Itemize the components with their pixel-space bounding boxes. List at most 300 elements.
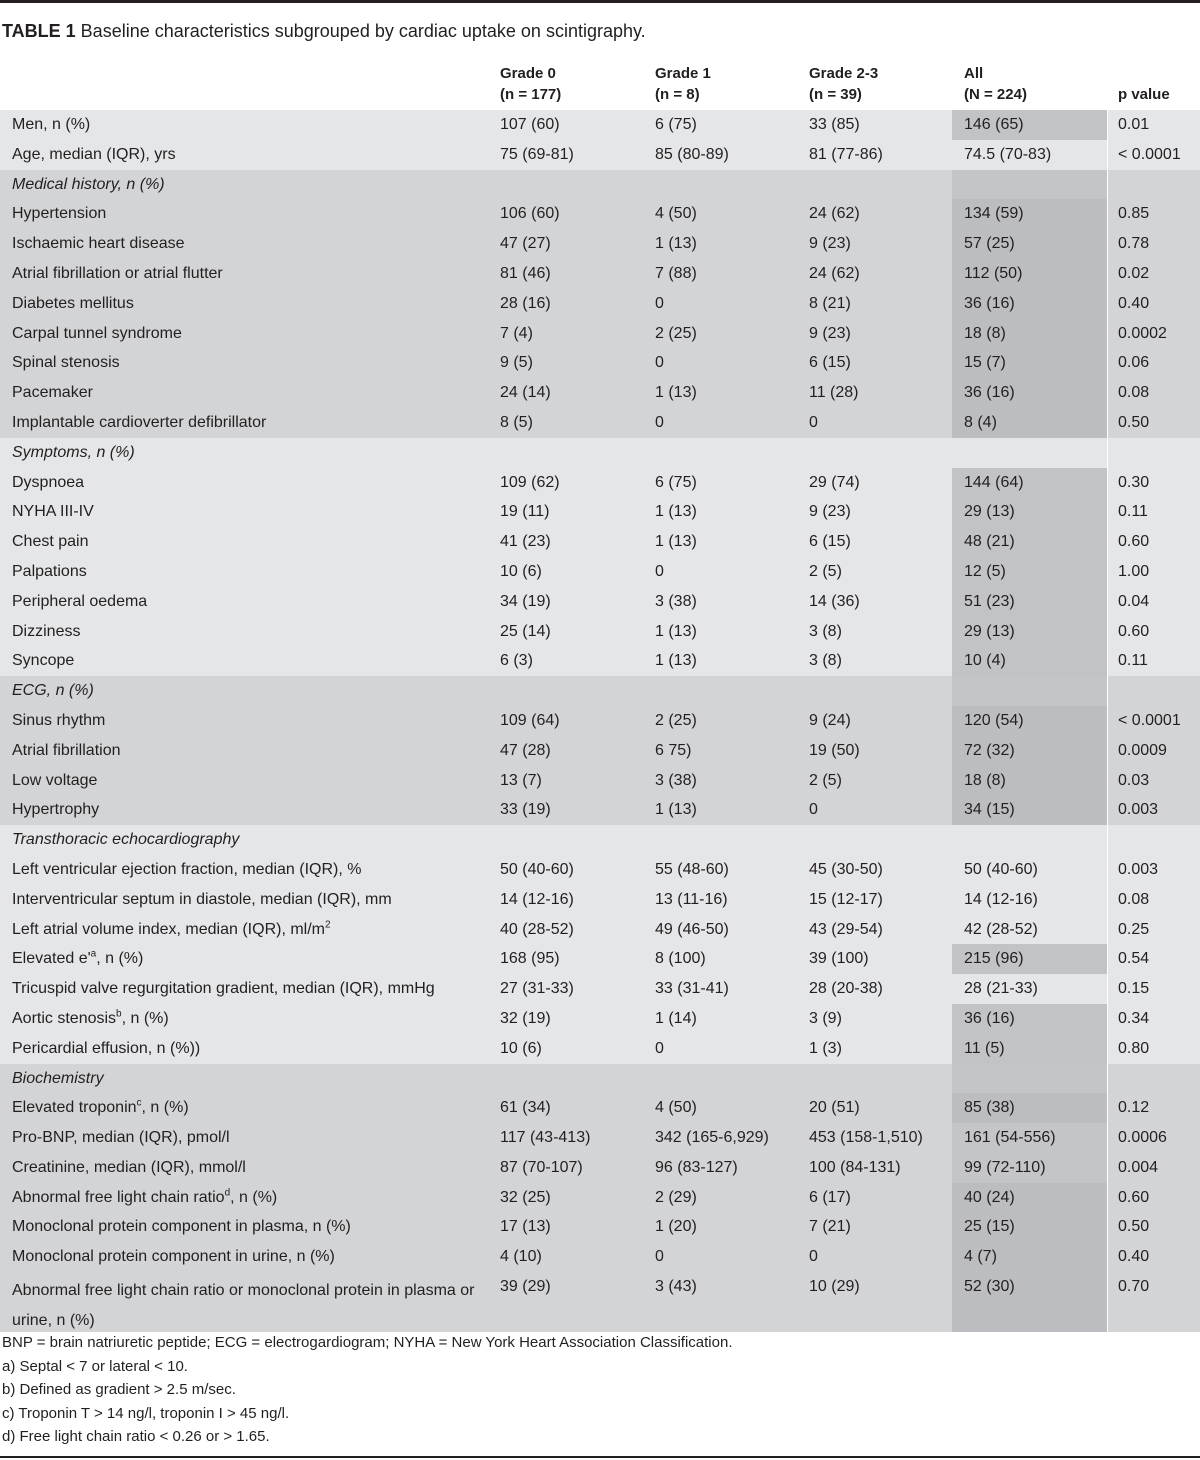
row-label-text: Syncope bbox=[12, 652, 75, 670]
section-row bbox=[0, 1064, 1200, 1094]
grade1-value: 1 (13) bbox=[655, 622, 697, 640]
row-label-text: Sinus rhythm bbox=[12, 711, 106, 729]
row-label bbox=[12, 408, 482, 438]
grade1-value: 342 (165-6,929) bbox=[655, 1129, 769, 1147]
row-label bbox=[12, 1272, 482, 1336]
all-cell bbox=[952, 140, 1107, 170]
section-heading: Symptoms, n (%) bbox=[12, 443, 135, 461]
p-value: 0.0006 bbox=[1118, 1129, 1167, 1147]
header-all bbox=[964, 63, 1027, 105]
all-value: 14 (12-16) bbox=[964, 890, 1038, 908]
grade1-value: 6 (75) bbox=[655, 473, 697, 491]
all-value: 15 (7) bbox=[964, 354, 1006, 372]
table-row bbox=[0, 140, 1200, 170]
grade23-value: 453 (158-1,510) bbox=[809, 1129, 923, 1147]
table-row bbox=[0, 915, 1200, 945]
section-row bbox=[0, 825, 1200, 855]
row-label-text: Tricuspid valve regurgitation gradient, median (IQR), mmHg bbox=[12, 980, 435, 998]
row-label-text: Dizziness bbox=[12, 622, 81, 640]
grade1-value: 3 (38) bbox=[655, 771, 697, 789]
table-row bbox=[0, 855, 1200, 885]
all-value: 12 (5) bbox=[964, 562, 1006, 580]
all-cell bbox=[952, 527, 1107, 557]
grade23-value: 28 (20-38) bbox=[809, 980, 883, 998]
grade1-value: 49 (46-50) bbox=[655, 920, 729, 938]
p-value: 0.54 bbox=[1118, 950, 1150, 968]
all-cell bbox=[952, 468, 1107, 498]
p-value: 0.003 bbox=[1118, 860, 1159, 878]
grade0-value: 13 (7) bbox=[500, 771, 542, 789]
grade23-value: 10 (29) bbox=[809, 1278, 860, 1296]
grade23-value: 24 (62) bbox=[809, 205, 860, 223]
grade0-value: 81 (46) bbox=[500, 264, 551, 282]
p-value: < 0.0001 bbox=[1118, 145, 1181, 163]
header-all-line1: All bbox=[964, 65, 984, 82]
p-value: 0.08 bbox=[1118, 384, 1150, 402]
row-label-text: Creatinine, median (IQR), mmol/l bbox=[12, 1158, 246, 1176]
column-divider bbox=[1107, 944, 1108, 974]
p-value: 0.60 bbox=[1118, 622, 1150, 640]
header-grade0-line2: (n = 177) bbox=[500, 86, 562, 103]
column-divider bbox=[1107, 468, 1108, 498]
row-label-text: Age, median (IQR), yrs bbox=[12, 145, 176, 163]
row-label bbox=[12, 1123, 482, 1153]
all-value: 48 (21) bbox=[964, 533, 1015, 551]
grade23-value: 3 (8) bbox=[809, 652, 842, 670]
all-cell bbox=[952, 915, 1107, 945]
section-row bbox=[0, 170, 1200, 200]
grade1-value: 1 (13) bbox=[655, 533, 697, 551]
grade0-value: 27 (31-33) bbox=[500, 980, 574, 998]
header-grade23-line1: Grade 2-3 bbox=[809, 65, 879, 82]
all-cell bbox=[952, 497, 1107, 527]
row-label-text: Peripheral oedema bbox=[12, 592, 148, 610]
grade0-value: 50 (40-60) bbox=[500, 860, 574, 878]
all-cell bbox=[952, 259, 1107, 289]
grade1-value: 33 (31-41) bbox=[655, 980, 729, 998]
grade23-value: 9 (24) bbox=[809, 711, 851, 729]
all-value: 144 (64) bbox=[964, 473, 1024, 491]
column-divider bbox=[1107, 199, 1108, 229]
row-label bbox=[12, 527, 482, 557]
row-label bbox=[12, 497, 482, 527]
grade23-value: 39 (100) bbox=[809, 950, 869, 968]
row-label-tail: , n (%) bbox=[121, 1009, 169, 1027]
row-label bbox=[12, 766, 482, 796]
all-cell bbox=[952, 319, 1107, 349]
all-cell bbox=[952, 795, 1107, 825]
grade0-value: 47 (28) bbox=[500, 741, 551, 759]
table-row bbox=[0, 289, 1200, 319]
table-row bbox=[0, 646, 1200, 676]
row-label-text: Carpal tunnel syndrome bbox=[12, 324, 182, 342]
table-row bbox=[0, 527, 1200, 557]
grade23-value: 15 (12-17) bbox=[809, 890, 883, 908]
column-divider bbox=[1107, 1272, 1108, 1332]
row-label-text: Monoclonal protein component in plasma, n (%) bbox=[12, 1218, 351, 1236]
column-divider bbox=[1107, 646, 1108, 676]
all-cell bbox=[952, 855, 1107, 885]
row-label bbox=[12, 110, 482, 140]
grade0-value: 61 (34) bbox=[500, 1099, 551, 1117]
row-label-text: Elevated e' bbox=[12, 950, 91, 968]
p-value: 0.0009 bbox=[1118, 741, 1167, 759]
grade23-value: 43 (29-54) bbox=[809, 920, 883, 938]
grade1-value: 0 bbox=[655, 413, 664, 431]
grade0-value: 7 (4) bbox=[500, 324, 533, 342]
row-label bbox=[12, 259, 482, 289]
grade0-value: 47 (27) bbox=[500, 235, 551, 253]
all-cell bbox=[952, 1212, 1107, 1242]
section-heading: Medical history, n (%) bbox=[12, 175, 165, 193]
grade1-value: 3 (43) bbox=[655, 1278, 697, 1296]
grade23-value: 6 (15) bbox=[809, 354, 851, 372]
table-row bbox=[0, 199, 1200, 229]
footnote: BNP = brain natriuretic peptide; ECG = electrogardiogram; NYHA = New York Heart Association Classification. bbox=[2, 1334, 733, 1351]
column-divider bbox=[1107, 1212, 1108, 1242]
row-label-text: Atrial fibrillation bbox=[12, 741, 121, 759]
p-value: 0.11 bbox=[1118, 652, 1148, 670]
grade1-value: 1 (20) bbox=[655, 1218, 697, 1236]
grade0-value: 75 (69-81) bbox=[500, 145, 574, 163]
row-label-text: Atrial fibrillation or atrial flutter bbox=[12, 264, 223, 282]
grade23-value: 29 (74) bbox=[809, 473, 860, 491]
table-row bbox=[0, 497, 1200, 527]
column-divider bbox=[1107, 289, 1108, 319]
column-divider bbox=[1107, 170, 1108, 200]
table-row bbox=[0, 1153, 1200, 1183]
all-cell bbox=[952, 1242, 1107, 1272]
column-divider bbox=[1107, 1064, 1108, 1094]
all-value: 112 (50) bbox=[964, 264, 1023, 282]
grade0-value: 17 (13) bbox=[500, 1218, 551, 1236]
all-value: 40 (24) bbox=[964, 1188, 1015, 1206]
p-value: 0.06 bbox=[1118, 354, 1150, 372]
column-divider bbox=[1107, 408, 1108, 438]
column-divider bbox=[1107, 378, 1108, 408]
row-label bbox=[12, 1212, 482, 1242]
grade0-value: 14 (12-16) bbox=[500, 890, 574, 908]
header-all-line2: (N = 224) bbox=[964, 86, 1027, 103]
column-divider bbox=[1107, 348, 1108, 378]
column-divider bbox=[1107, 915, 1108, 945]
column-divider bbox=[1107, 825, 1108, 855]
all-value: 52 (30) bbox=[964, 1278, 1015, 1296]
row-label-text: Diabetes mellitus bbox=[12, 294, 134, 312]
p-value: 0.003 bbox=[1118, 801, 1159, 819]
column-divider bbox=[1107, 676, 1108, 706]
grade23-value: 6 (17) bbox=[809, 1188, 851, 1206]
row-label-text: Low voltage bbox=[12, 771, 98, 789]
grade23-value: 100 (84-131) bbox=[809, 1158, 901, 1176]
header-grade0-line1: Grade 0 bbox=[500, 65, 556, 82]
p-value: 0.40 bbox=[1118, 1248, 1150, 1266]
row-label bbox=[12, 795, 482, 825]
footnote-marker: a bbox=[90, 948, 97, 960]
row-label-text: Pericardial effusion, n (%)) bbox=[12, 1039, 201, 1057]
table-row bbox=[0, 319, 1200, 349]
all-value: 29 (13) bbox=[964, 503, 1015, 521]
p-value: 0.34 bbox=[1118, 1009, 1150, 1027]
grade0-value: 34 (19) bbox=[500, 592, 551, 610]
column-divider bbox=[1107, 229, 1108, 259]
all-value: 50 (40-60) bbox=[964, 860, 1038, 878]
row-label-text: Hypertrophy bbox=[12, 801, 100, 819]
grade0-value: 6 (3) bbox=[500, 652, 533, 670]
all-cell bbox=[952, 885, 1107, 915]
all-cell bbox=[952, 736, 1107, 766]
row-label bbox=[12, 468, 482, 498]
grade23-value: 24 (62) bbox=[809, 264, 860, 282]
grade0-value: 28 (16) bbox=[500, 294, 551, 312]
row-label-text: Palpations bbox=[12, 562, 87, 580]
all-value: 36 (16) bbox=[964, 1009, 1015, 1027]
p-value: 0.15 bbox=[1118, 980, 1150, 998]
all-cell bbox=[952, 438, 1107, 468]
grade1-value: 55 (48-60) bbox=[655, 860, 729, 878]
grade1-value: 8 (100) bbox=[655, 950, 706, 968]
grade23-value: 8 (21) bbox=[809, 294, 851, 312]
table-row bbox=[0, 1212, 1200, 1242]
all-cell bbox=[952, 229, 1107, 259]
column-divider bbox=[1107, 527, 1108, 557]
row-label bbox=[12, 855, 482, 885]
p-value: 0.02 bbox=[1118, 264, 1150, 282]
row-label bbox=[12, 706, 482, 736]
all-cell bbox=[952, 676, 1107, 706]
all-value: 74.5 (70-83) bbox=[964, 145, 1052, 163]
all-value: 29 (13) bbox=[964, 622, 1015, 640]
footnote: c) Troponin T > 14 ng/l, troponin I > 45 ng/l. bbox=[2, 1404, 290, 1422]
grade23-value: 9 (23) bbox=[809, 503, 851, 521]
row-label bbox=[12, 944, 482, 974]
bottom-rule bbox=[0, 1456, 1200, 1458]
row-label-text: Chest pain bbox=[12, 533, 89, 551]
p-value: 0.08 bbox=[1118, 890, 1150, 908]
all-value: 161 (54-556) bbox=[964, 1129, 1056, 1147]
row-label bbox=[12, 1004, 482, 1034]
all-cell bbox=[952, 1153, 1107, 1183]
table-row bbox=[0, 885, 1200, 915]
table-row bbox=[0, 229, 1200, 259]
grade23-value: 0 bbox=[809, 413, 818, 431]
table-row bbox=[0, 587, 1200, 617]
column-divider bbox=[1107, 557, 1108, 587]
table-row bbox=[0, 259, 1200, 289]
grade0-value: 87 (70-107) bbox=[500, 1158, 583, 1176]
p-value: 0.78 bbox=[1118, 235, 1150, 253]
row-label-text: Monoclonal protein component in urine, n (%) bbox=[12, 1248, 335, 1266]
grade0-value: 24 (14) bbox=[500, 384, 551, 402]
all-cell bbox=[952, 110, 1107, 140]
header-grade23-line2: (n = 39) bbox=[809, 86, 862, 103]
row-label-text: Men, n (%) bbox=[12, 116, 91, 133]
all-cell bbox=[952, 1093, 1107, 1123]
p-value: 0.80 bbox=[1118, 1039, 1150, 1057]
grade1-value: 96 (83-127) bbox=[655, 1158, 738, 1176]
grade23-value: 33 (85) bbox=[809, 116, 860, 133]
footnote-marker: c bbox=[136, 1097, 142, 1109]
p-value: 0.25 bbox=[1118, 920, 1150, 938]
all-value: 10 (4) bbox=[964, 652, 1006, 670]
column-divider bbox=[1107, 319, 1108, 349]
row-label bbox=[12, 557, 482, 587]
column-divider bbox=[1107, 617, 1108, 647]
section-heading: ECG, n (%) bbox=[12, 682, 94, 700]
row-label-text: Ischaemic heart disease bbox=[12, 235, 185, 253]
table-body bbox=[0, 110, 1200, 1332]
grade0-value: 25 (14) bbox=[500, 622, 551, 640]
all-value: 36 (16) bbox=[964, 384, 1015, 402]
row-label-tail: , n (%) bbox=[141, 1099, 189, 1117]
table-row bbox=[0, 1242, 1200, 1272]
row-label-text: Left ventricular ejection fraction, median (IQR), % bbox=[12, 860, 362, 878]
grade1-value: 0 bbox=[655, 562, 664, 580]
row-label bbox=[12, 319, 482, 349]
footnote-marker: d bbox=[224, 1187, 231, 1199]
footnote: a) Septal < 7 or lateral < 10. bbox=[2, 1357, 188, 1375]
all-value: 120 (54) bbox=[964, 711, 1024, 729]
row-label-tail: , n (%) bbox=[96, 950, 144, 968]
row-label bbox=[12, 229, 482, 259]
grade0-value: 107 (60) bbox=[500, 116, 560, 133]
row-label bbox=[12, 289, 482, 319]
all-value: 11 (5) bbox=[964, 1039, 1005, 1057]
p-value: < 0.0001 bbox=[1118, 711, 1181, 729]
all-cell bbox=[952, 1034, 1107, 1064]
table-row bbox=[0, 1272, 1200, 1332]
footnote: b) Defined as gradient > 2.5 m/sec. bbox=[2, 1381, 236, 1398]
all-cell bbox=[952, 944, 1107, 974]
section-row bbox=[0, 676, 1200, 706]
grade1-value: 1 (14) bbox=[655, 1009, 697, 1027]
grade0-value: 117 (43-413) bbox=[500, 1129, 591, 1147]
p-value: 0.85 bbox=[1118, 205, 1150, 223]
table-row bbox=[0, 974, 1200, 1004]
caption-label: TABLE 1 bbox=[2, 21, 76, 41]
row-label bbox=[12, 915, 482, 945]
grade23-value: 6 (15) bbox=[809, 533, 851, 551]
all-value: 18 (8) bbox=[964, 324, 1006, 342]
grade0-value: 41 (23) bbox=[500, 533, 551, 551]
all-cell bbox=[952, 378, 1107, 408]
row-label-text: Implantable cardioverter defibrillator bbox=[12, 413, 267, 431]
grade1-value: 1 (13) bbox=[655, 384, 697, 402]
grade1-value: 7 (88) bbox=[655, 264, 697, 282]
table-row bbox=[0, 348, 1200, 378]
all-value: 99 (72-110) bbox=[964, 1158, 1046, 1176]
row-label-text: Spinal stenosis bbox=[12, 354, 120, 372]
all-cell bbox=[952, 706, 1107, 736]
row-label bbox=[12, 885, 482, 915]
grade0-value: 10 (6) bbox=[500, 1039, 542, 1057]
row-label bbox=[12, 1093, 482, 1123]
column-divider bbox=[1107, 110, 1108, 140]
row-label-text: Aortic stenosis bbox=[12, 1009, 117, 1027]
all-cell bbox=[952, 587, 1107, 617]
p-value: 0.0002 bbox=[1118, 324, 1167, 342]
column-divider bbox=[1107, 1153, 1108, 1183]
section-row bbox=[0, 438, 1200, 468]
row-label-text: NYHA III-IV bbox=[12, 503, 94, 521]
row-label-text: Hypertension bbox=[12, 205, 107, 223]
row-label bbox=[12, 199, 482, 229]
grade23-value: 1 (3) bbox=[809, 1039, 842, 1057]
p-value: 0.03 bbox=[1118, 771, 1150, 789]
table-row bbox=[0, 557, 1200, 587]
table-row bbox=[0, 795, 1200, 825]
all-cell bbox=[952, 170, 1107, 200]
header-grade1-line2: (n = 8) bbox=[655, 86, 700, 103]
grade1-value: 0 bbox=[655, 354, 664, 372]
all-cell bbox=[952, 1183, 1107, 1213]
column-divider bbox=[1107, 736, 1108, 766]
row-label bbox=[12, 140, 482, 170]
column-divider bbox=[1107, 1093, 1108, 1123]
row-label bbox=[12, 1034, 482, 1064]
grade23-value: 0 bbox=[809, 801, 818, 819]
column-divider bbox=[1107, 795, 1108, 825]
grade0-value: 19 (11) bbox=[500, 503, 550, 521]
all-cell bbox=[952, 1272, 1107, 1332]
grade0-value: 32 (19) bbox=[500, 1009, 551, 1027]
column-divider bbox=[1107, 497, 1108, 527]
table-row bbox=[0, 110, 1200, 140]
row-label bbox=[12, 378, 482, 408]
grade23-value: 2 (5) bbox=[809, 771, 842, 789]
all-cell bbox=[952, 199, 1107, 229]
all-value: 25 (15) bbox=[964, 1218, 1015, 1236]
table-row bbox=[0, 1093, 1200, 1123]
row-label-text: Interventricular septum in diastole, median (IQR), mm bbox=[12, 890, 392, 908]
p-value: 0.60 bbox=[1118, 533, 1150, 551]
grade23-value: 19 (50) bbox=[809, 741, 860, 759]
table-row bbox=[0, 736, 1200, 766]
p-value: 0.60 bbox=[1118, 1188, 1150, 1206]
row-label bbox=[12, 348, 482, 378]
all-value: 215 (96) bbox=[964, 950, 1024, 968]
grade0-value: 109 (64) bbox=[500, 711, 560, 729]
grade1-value: 0 bbox=[655, 1248, 664, 1266]
grade23-value: 11 (28) bbox=[809, 384, 859, 402]
all-value: 36 (16) bbox=[964, 294, 1015, 312]
table-row bbox=[0, 617, 1200, 647]
row-label-text: Dyspnoea bbox=[12, 473, 85, 491]
all-value: 51 (23) bbox=[964, 592, 1015, 610]
all-value: 57 (25) bbox=[964, 235, 1015, 253]
grade23-value: 0 bbox=[809, 1248, 818, 1266]
header-grade1-line1: Grade 1 bbox=[655, 65, 711, 82]
grade1-value: 6 (75) bbox=[655, 116, 697, 133]
grade1-value: 2 (29) bbox=[655, 1188, 697, 1206]
grade23-value: 7 (21) bbox=[809, 1218, 851, 1236]
grade23-value: 3 (8) bbox=[809, 622, 842, 640]
section-heading: Biochemistry bbox=[12, 1069, 104, 1087]
grade1-value: 1 (13) bbox=[655, 235, 697, 253]
p-value: 1.00 bbox=[1118, 562, 1150, 580]
grade0-value: 33 (19) bbox=[500, 801, 551, 819]
all-cell bbox=[952, 408, 1107, 438]
column-divider bbox=[1107, 438, 1108, 468]
row-label bbox=[12, 1153, 482, 1183]
grade1-value: 2 (25) bbox=[655, 711, 697, 729]
column-divider bbox=[1107, 1183, 1108, 1213]
grade1-value: 0 bbox=[655, 294, 664, 312]
row-label-text: Abnormal free light chain ratio bbox=[12, 1188, 225, 1206]
grade0-value: 168 (95) bbox=[500, 950, 560, 968]
header-grade0 bbox=[500, 63, 561, 105]
table-footnotes bbox=[2, 1331, 733, 1449]
